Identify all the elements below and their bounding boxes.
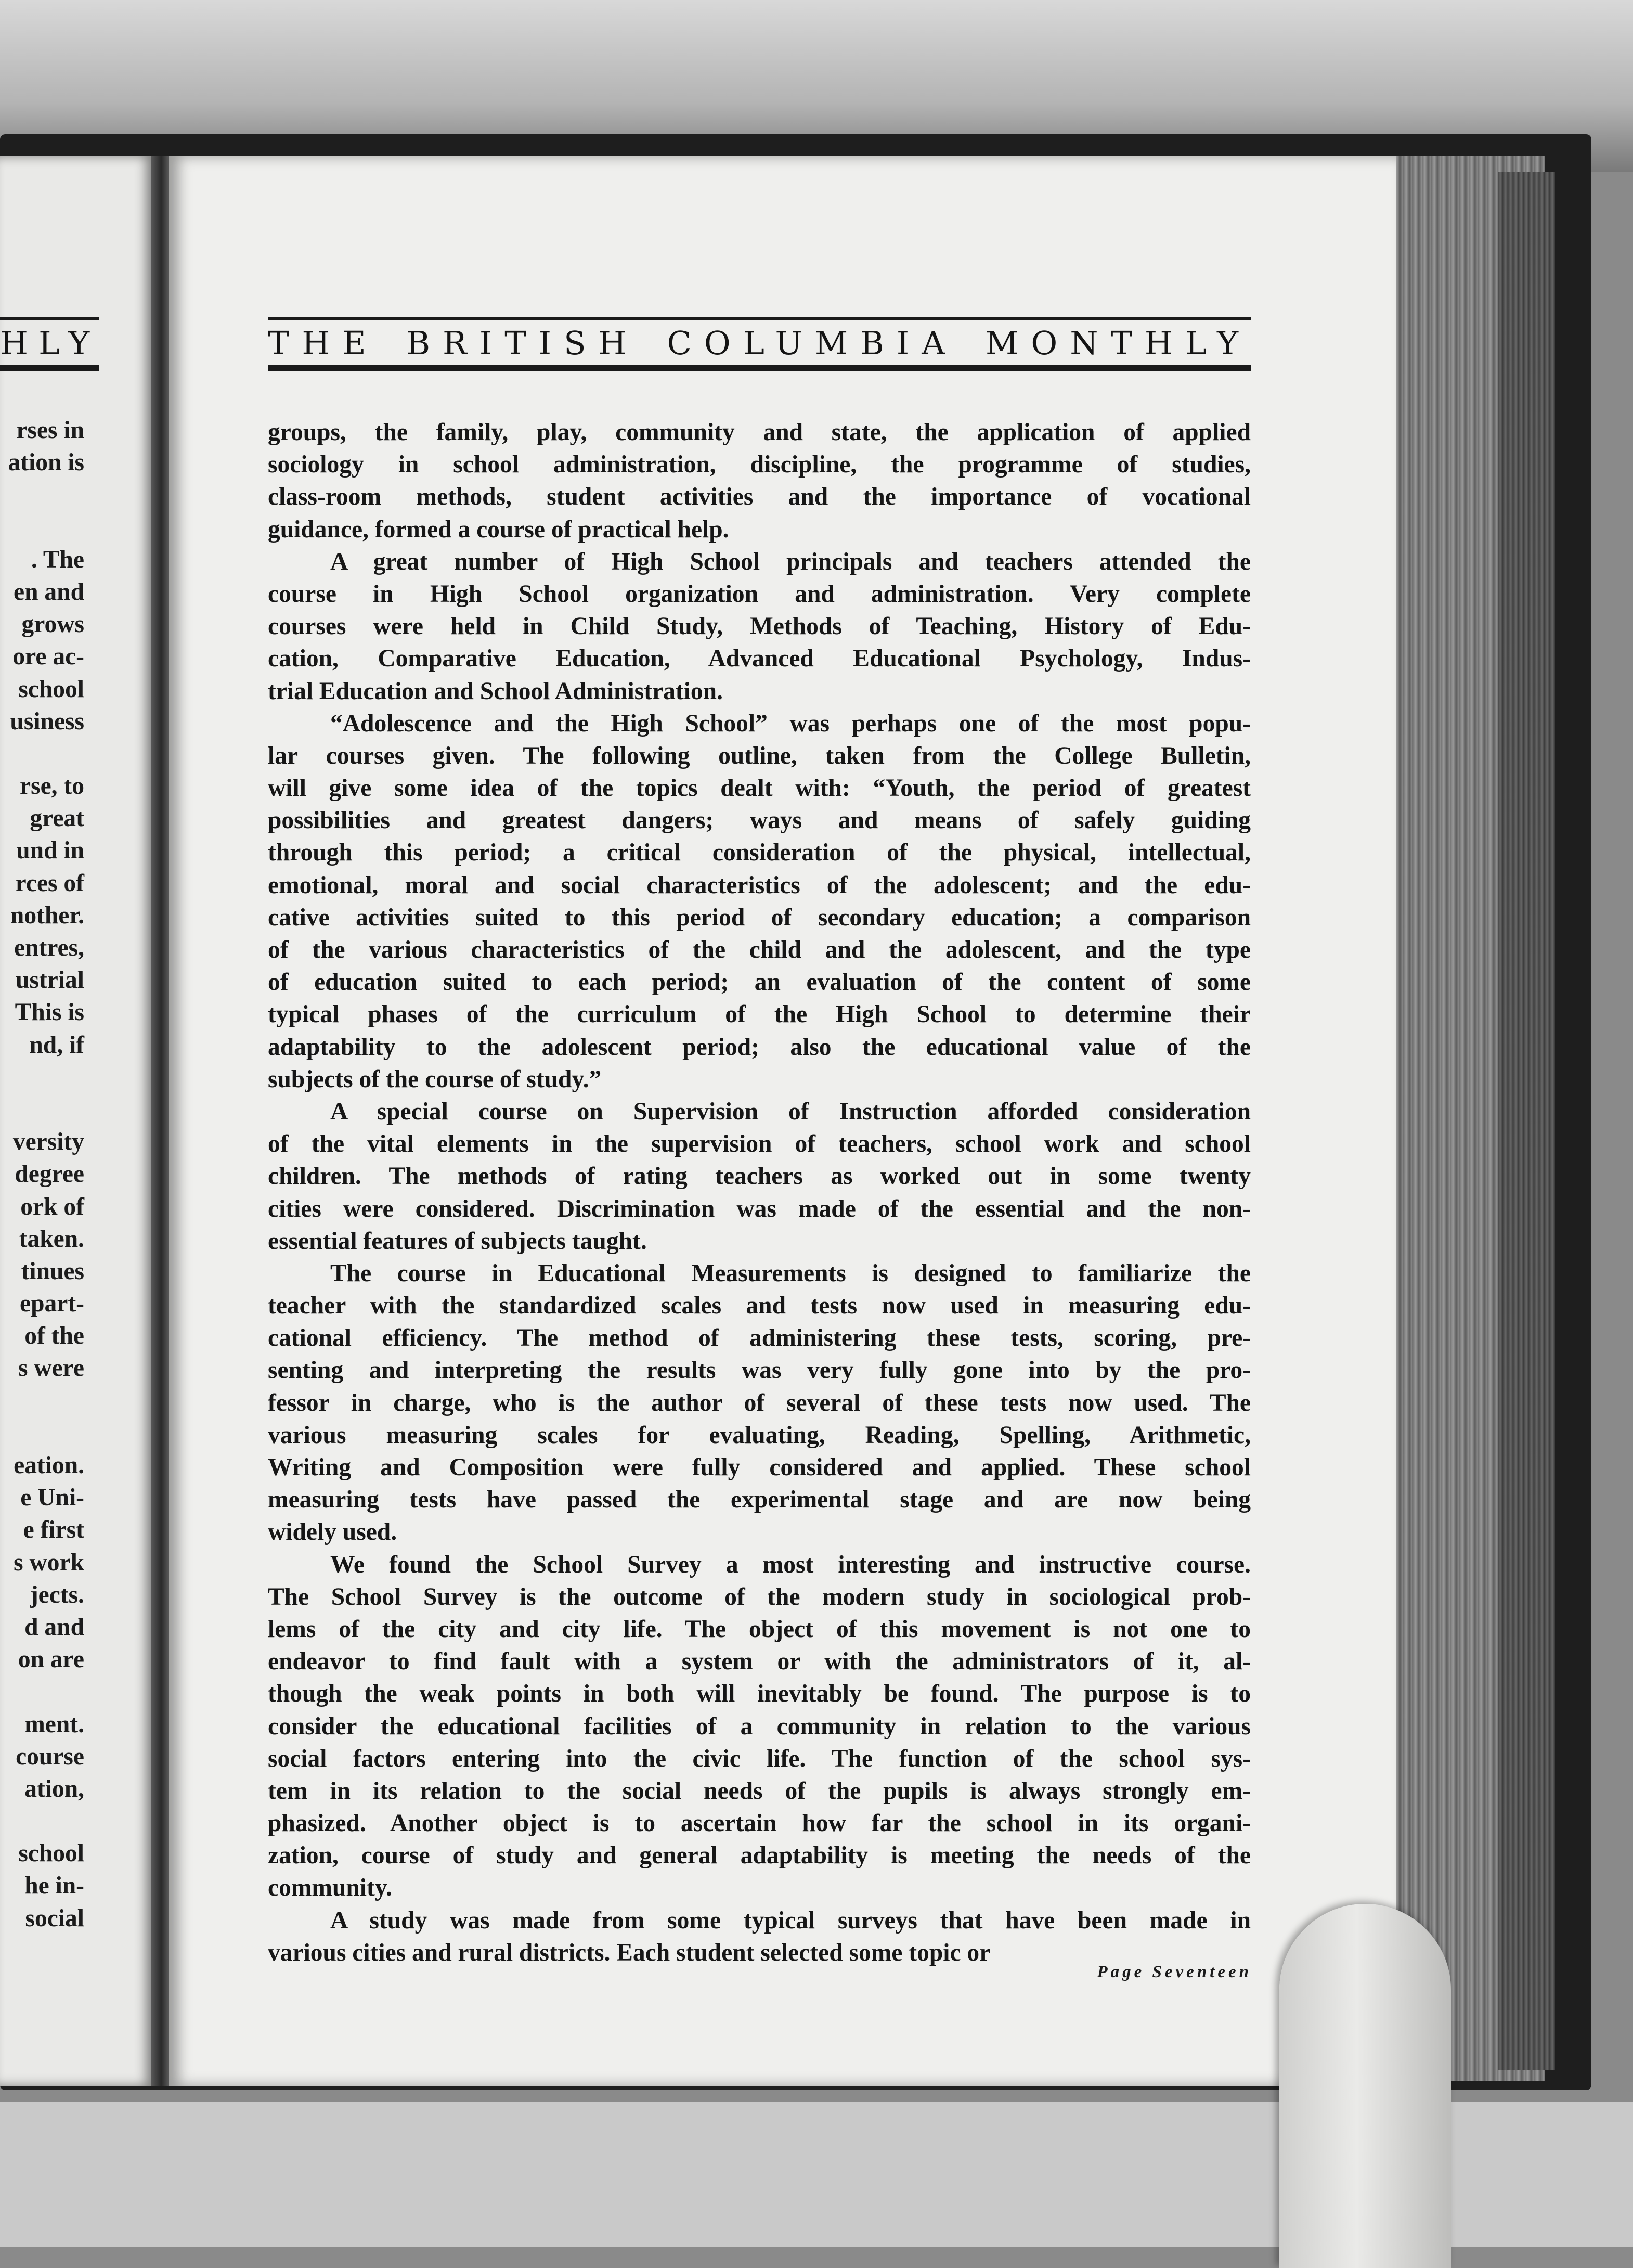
text-line: lar courses given. The following outline, taken from the College Bulletin, (268, 742, 1251, 769)
left-text-fragment (0, 479, 84, 511)
left-text-fragment (0, 1385, 84, 1417)
left-text-fragment (0, 1417, 84, 1449)
head-rule-bottom (0, 365, 99, 371)
text-line: endeavor to find fault with a system or with the administrators of it, al- (268, 1648, 1251, 1676)
text-line: lems of the city and city life. The object of this movement is not one to (268, 1615, 1251, 1643)
text-line: subjects of the course of study.” (268, 1065, 602, 1093)
text-line: groups, the family, play, community and state, the application of applied (268, 419, 1251, 446)
left-text-fragment: ustrial (16, 967, 84, 994)
left-text-fragment: rses in (16, 417, 84, 444)
text-line: A study was made from some typical surveys that have been made in (330, 1906, 1251, 1934)
left-text-fragment: rces of (15, 869, 84, 897)
right-page (169, 156, 1396, 2086)
left-text-fragment: ation, (24, 1775, 84, 1802)
text-line: senting and interpreting the results was very fully gone into by the pro- (268, 1357, 1251, 1384)
text-line: of education suited to each period; an evaluation of the content of some (268, 969, 1251, 996)
running-title-word: BRITISH (406, 324, 639, 362)
page-block-edge-dark (1498, 172, 1555, 2070)
left-text-fragment: usiness (10, 707, 84, 735)
text-line: cation, Comparative Education, Advanced Educational Psychology, Indus- (268, 645, 1251, 673)
text-line: widely used. (268, 1518, 397, 1546)
running-title-word: COLUMBIA (667, 324, 958, 362)
left-text-fragment: e Uni- (20, 1484, 84, 1512)
running-title-word: MONTHLY (985, 324, 1251, 362)
text-line: trial Education and School Administration. (268, 677, 723, 705)
left-text-fragment: rse, to (20, 772, 84, 800)
text-line: Writing and Composition were fully considered and applied. These school (268, 1454, 1251, 1481)
left-text-fragment: tinues (21, 1257, 84, 1285)
text-line: tem in its relation to the social needs of the pupils is always strongly em- (268, 1777, 1251, 1805)
left-text-fragment: of the (24, 1322, 84, 1350)
left-text-fragment: taken. (19, 1225, 84, 1253)
text-line: of the various characteristics of the child and the adolescent, and the type (268, 936, 1251, 963)
left-text-fragment: entres, (14, 934, 84, 961)
text-line: adaptability to the adolescent period; also the educational value of the (268, 1033, 1251, 1061)
text-line: cational efficiency. The method of administering these tests, scoring, pre- (268, 1324, 1251, 1352)
text-line: typical phases of the curriculum of the High School to determine their (268, 1001, 1251, 1028)
left-text-fragment: s work (14, 1549, 84, 1576)
text-line: A special course on Supervision of Instruction afforded consideration (330, 1098, 1251, 1125)
left-text-fragment: he in- (24, 1872, 84, 1900)
text-line: of the vital elements in the supervision of teachers, school work and school (268, 1130, 1251, 1158)
left-text-fragment: social (25, 1904, 84, 1932)
left-text-fragment: und in (16, 837, 84, 865)
left-text-fragment (0, 511, 84, 544)
text-line: sociology in school administration, discipline, the programme of studies, (268, 451, 1251, 479)
text-line: measuring tests have passed the experimental stage and are now being (268, 1486, 1251, 1514)
text-line: class-room methods, student activities and the importance of vocational (268, 483, 1251, 511)
running-head (268, 317, 1251, 371)
head-rule-bottom (268, 365, 1251, 371)
wooden-page-holder (1279, 1904, 1451, 2268)
left-text-fragment: great (30, 805, 84, 832)
text-line: emotional, moral and social characteristics of the adolescent; and the edu- (268, 871, 1251, 899)
text-line: cities were considered. Discrimination was made of the essential and the non- (268, 1195, 1251, 1222)
text-line: though the weak points in both will inevitably be found. The purpose is to (268, 1680, 1251, 1708)
text-line: “Adolescence and the High School” was perhaps one of the most popu- (330, 710, 1251, 737)
text-line: various measuring scales for evaluating, Reading, Spelling, Arithmetic, (268, 1421, 1251, 1449)
text-line: course in High School organization and administration. Very complete (268, 580, 1251, 608)
left-text-fragment (0, 1061, 84, 1093)
left-text-fragment: ork of (20, 1193, 84, 1220)
text-line: teacher with the standardized scales and tests now used in measuring edu- (268, 1292, 1251, 1320)
text-line: community. (268, 1874, 392, 1902)
running-title (268, 320, 1251, 365)
text-line: guidance, formed a course of practical help. (268, 516, 729, 543)
left-text-fragment: ore ac- (12, 643, 84, 671)
left-text-fragment: degree (15, 1161, 84, 1188)
left-text-fragment: en and (14, 578, 84, 605)
left-text-fragment: grows (21, 611, 84, 638)
left-text-fragment: d and (24, 1613, 84, 1641)
text-line: A great number of High School principals and teachers attended the (330, 548, 1251, 575)
running-title-word: THE (268, 324, 379, 362)
left-text-fragment (0, 1805, 84, 1837)
text-line: through this period; a critical consideration of the physical, intellectual, (268, 839, 1251, 867)
text-line: The course in Educational Measurements is designed to familiarize the (330, 1259, 1251, 1287)
text-line: possibilities and greatest dangers; ways and means of safely guiding (268, 807, 1251, 834)
left-text-fragment: ment. (24, 1710, 84, 1738)
text-line: zation, course of study and general adaptability is meeting the needs of the (268, 1842, 1251, 1870)
article-body (268, 416, 1251, 1969)
left-text-fragment: s were (18, 1355, 84, 1382)
left-text-fragment: course (16, 1743, 84, 1770)
left-text-fragment: nd, if (29, 1031, 84, 1059)
left-text-fragment: nother. (10, 901, 84, 929)
text-line: courses were held in Child Study, Methods of Teaching, History of Edu- (268, 613, 1251, 640)
left-text-fragment: eation. (14, 1452, 84, 1479)
text-line: We found the School Survey a most interesting and instructive course. (330, 1551, 1251, 1578)
left-running-head (0, 317, 99, 371)
left-text-fragment: . The (31, 546, 84, 573)
left-text-fragment (0, 1676, 84, 1708)
left-text-fragment (0, 1093, 84, 1126)
book-gutter (151, 156, 172, 2086)
left-text-fragment: jects. (30, 1581, 84, 1608)
left-text-fragment: versity (12, 1128, 84, 1156)
left-page-text (0, 414, 84, 1935)
text-line: fessor in charge, who is the author of several of these tests now used. The (268, 1389, 1251, 1416)
text-line: children. The methods of rating teachers as worked out in some twenty (268, 1163, 1251, 1190)
left-page (0, 156, 153, 2086)
left-running-title: HLY (0, 324, 100, 362)
left-text-fragment: epart- (20, 1290, 84, 1318)
left-text-fragment: school (18, 675, 84, 703)
left-text-fragment: This is (15, 999, 84, 1026)
left-text-fragment: e first (23, 1516, 84, 1544)
text-line: cative activities suited to this period of secondary education; a comparison (268, 904, 1251, 931)
text-line: social factors entering into the civic life. The function of the school sys- (268, 1745, 1251, 1772)
left-text-fragment: on are (18, 1646, 84, 1673)
page-number: Page Seventeen (1097, 1963, 1252, 1981)
left-text-fragment: ation is (8, 449, 84, 476)
left-text-fragment: school (18, 1840, 84, 1867)
text-line: consider the educational facilities of a community in relation to the various (268, 1712, 1251, 1740)
text-line: The School Survey is the outcome of the modern study in sociological prob- (268, 1583, 1251, 1610)
text-line: essential features of subjects taught. (268, 1227, 647, 1255)
text-line: will give some idea of the topics dealt with: “Youth, the period of greatest (268, 775, 1251, 802)
text-line: phasized. Another object is to ascertain how far the school in its organi- (268, 1810, 1251, 1837)
text-line: various cities and rural districts. Each student selected some topic or (268, 1939, 991, 1966)
left-text-fragment (0, 738, 84, 770)
